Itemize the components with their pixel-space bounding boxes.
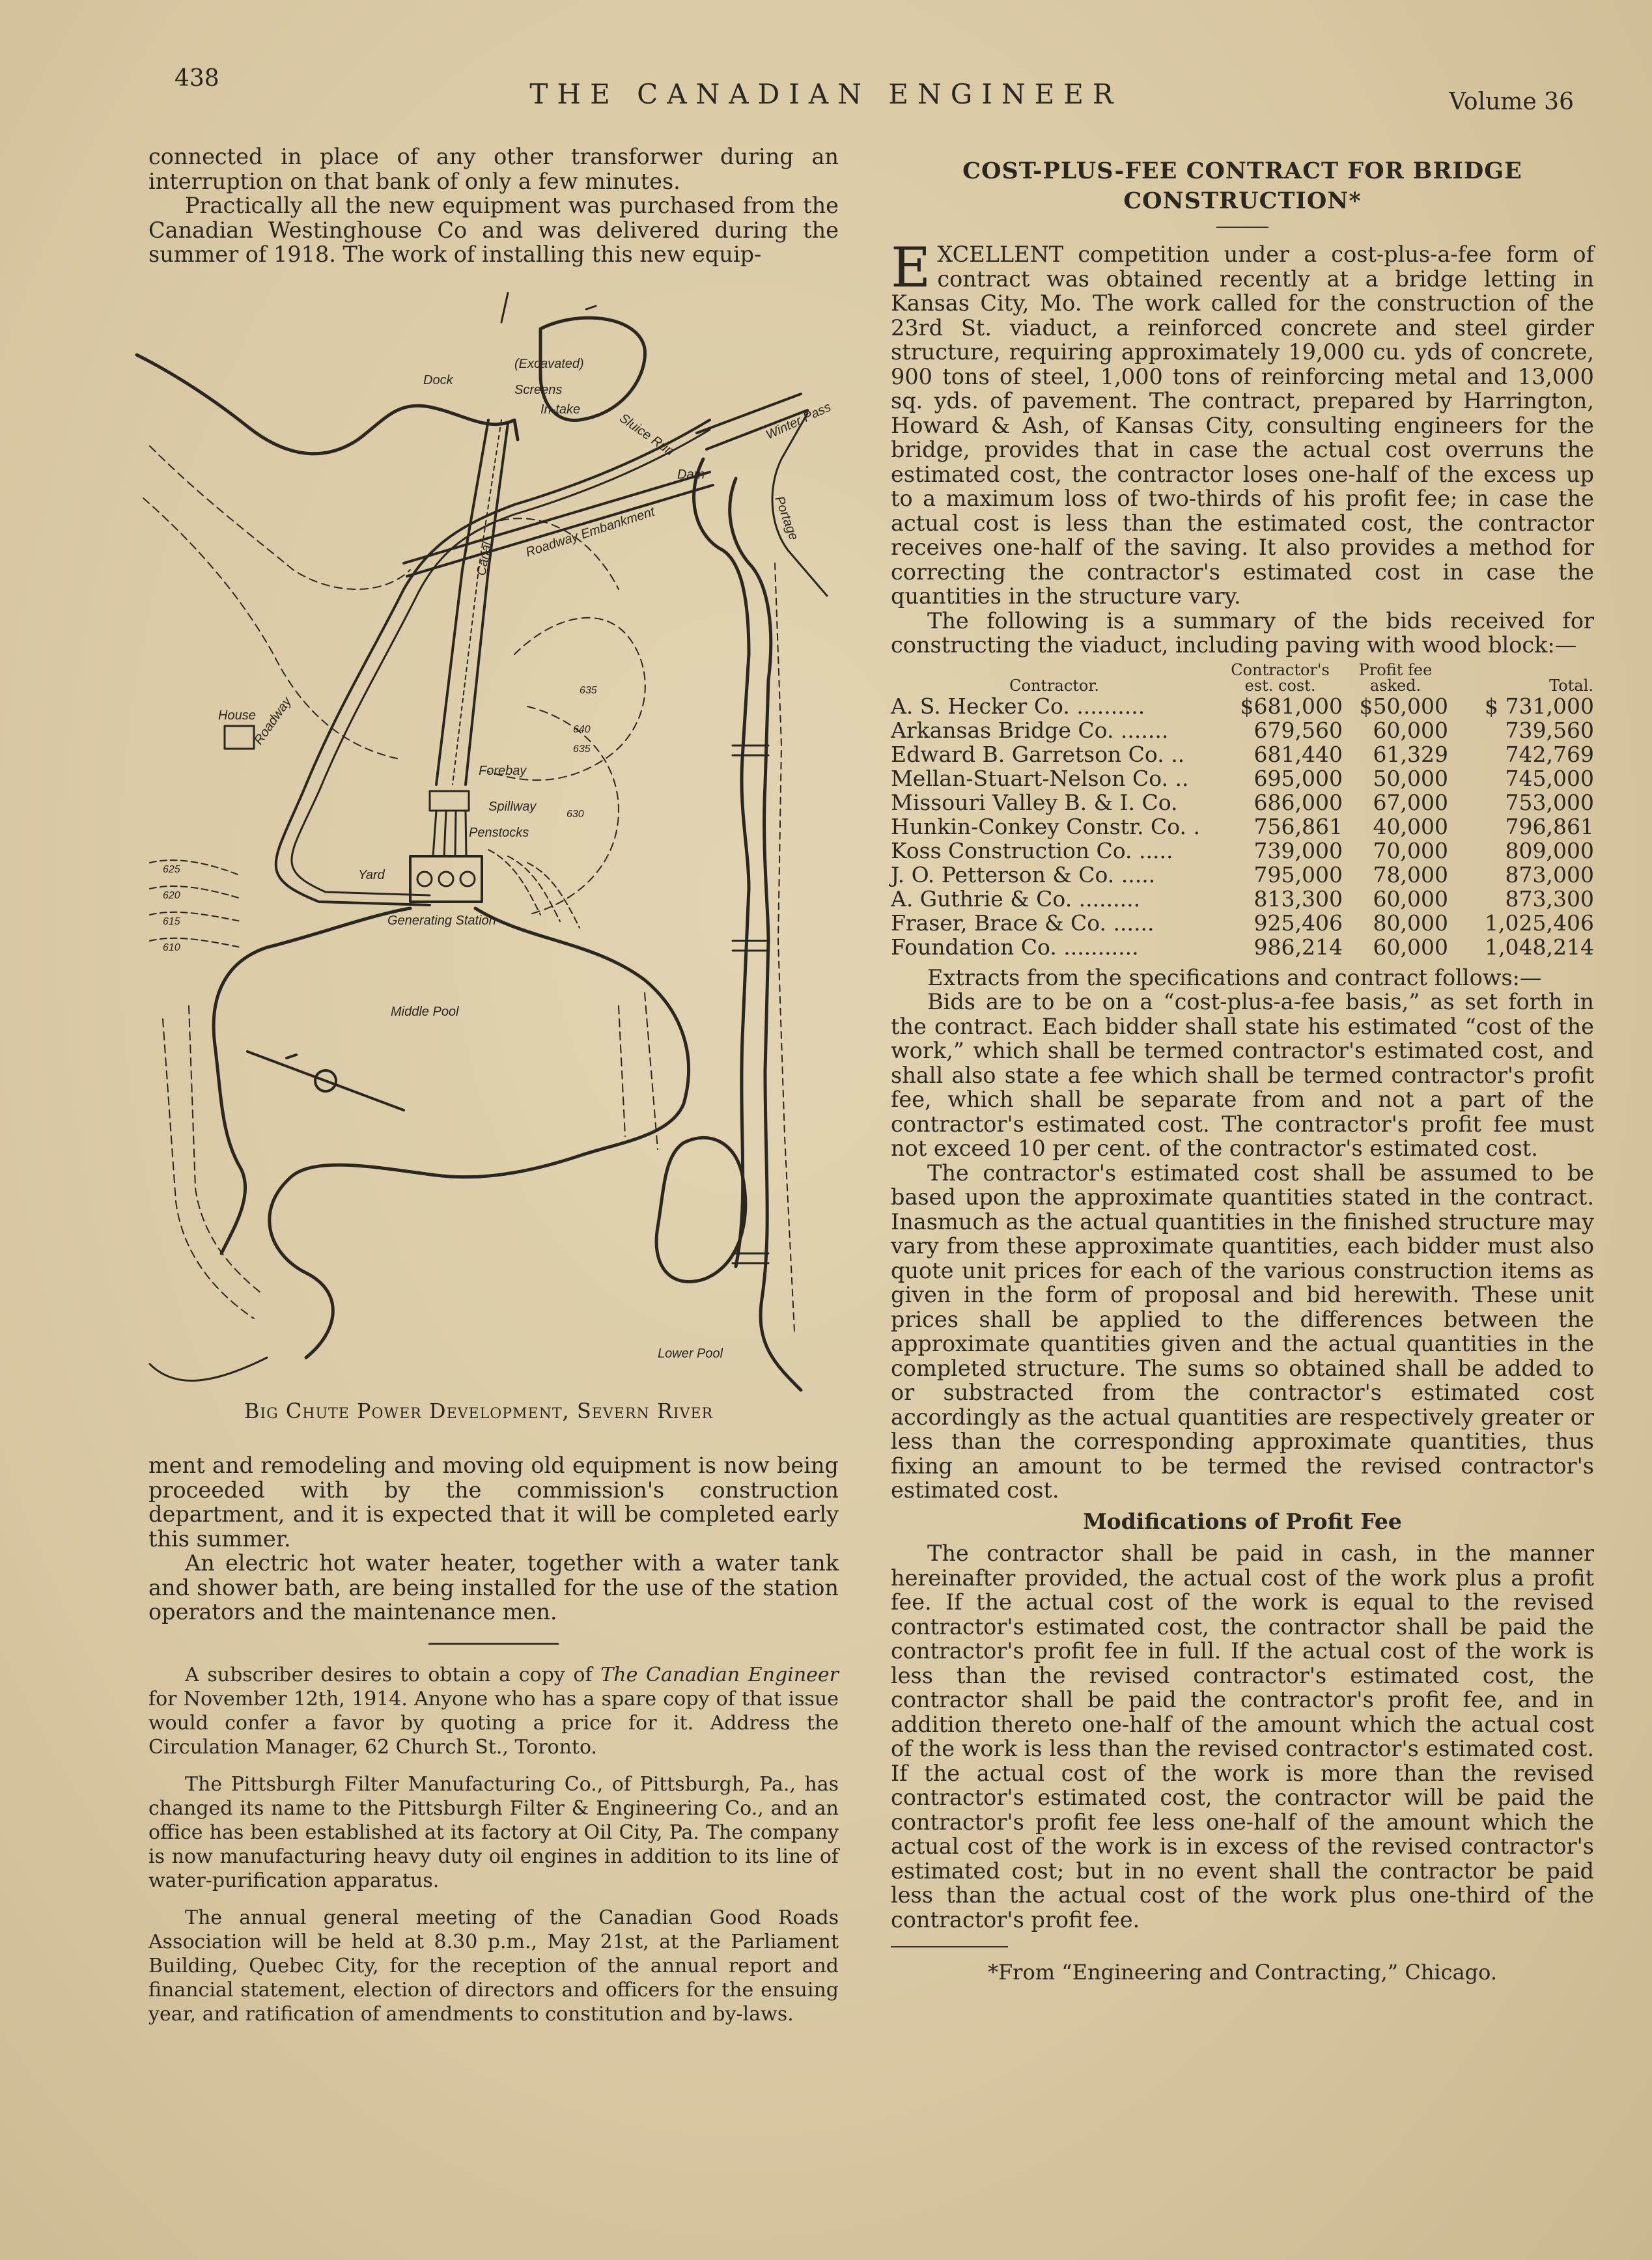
article-intro: EXCELLENT competition under a cost-plus-a-fee form of contract was obtained recently at a bridge letting in Kansas City, Mo. The work called for the construction of the 23rd St. viaduct, a reinforced concrete and steel girder structure, requiring approximately 19,000 cu. yds of concrete, 900 tons of steel, 1,000 tons of reinforcing metal and 13,000 sq. yds. of pavement. The contract, prepared by Harrington, Howard & Ash, of Kansas City, consulting engineers for the bridge, provides that in case the actual cost overruns the estimated cost, the contractor loses one-half of the excess up to a maximum loss of two-thirds of his profit fee; in case the actual cost is less than the estimated cost, the contractor receives one-half of the saving. It also provides a method for correcting the contractor's estimated cost in case the quantities in the structure vary. [891, 236, 1594, 609]
column-header: Contractor's est. cost. [1231, 660, 1330, 695]
figure-caption: Big Chute Power Development, Severn River [244, 1399, 714, 1423]
map-label: Roadway Embankment [524, 504, 657, 560]
contour-label: 610 [163, 942, 180, 953]
table-row: Missouri Valley B. & I. Co. 686,000 67,000 753,000 [891, 789, 1594, 815]
map-label: Roadway [251, 694, 294, 747]
drop-cap: E [891, 236, 931, 300]
map-label: Lower Pool [658, 1346, 723, 1361]
table-row: Fraser, Brace & Co. ...... 925,406 80,000 1,025,406 [891, 910, 1594, 936]
forebay [430, 791, 469, 811]
north-tick [501, 293, 508, 322]
table-header-row [891, 662, 1594, 694]
paragraph: The contractor's estimated cost shall be assumed to be based upon the approximate quantities stated in the contract. Inasmuch as the actual quantities in the finished structure may vary from these approximate quantities, each bidder must also quote unit prices for each of the various construction items as given in the form of proposal and bid herewith. These unit prices shall be applied to the differences between the approximate quantities given and the actual quantities in the completed structure. The sums so obtained shall be added to or substracted from the contractor's estimated cost accordingly as the actual quantities are respectively greater or less than the corresponding approximate quantities, thus fixing an amount to be termed the revised contractor's estimated cost. [891, 1160, 1594, 1503]
title-divider [1216, 227, 1268, 228]
section-divider [428, 1643, 559, 1645]
contour-label: 630 [567, 809, 584, 820]
map-label: Dock [423, 373, 453, 387]
table-row: Edward B. Garretson Co. .. 681,440 61,329 742,769 [891, 741, 1594, 767]
contour-label: 620 [163, 890, 180, 901]
table-row: A. Guthrie & Co. ......... 813,300 60,000 873,300 [891, 886, 1594, 912]
map-label: Screens [514, 383, 563, 397]
column-header: Total. [1549, 676, 1593, 695]
paragraph: Extracts from the specifications and contract follows:— [927, 964, 1542, 990]
contour-label: 615 [163, 916, 180, 927]
map-label: Portage [772, 494, 801, 542]
paragraph: The contractor shall be paid in cash, in the manner hereinafter provided, the actual cost of the work plus a profit fee. If the actual cost of the work is equal to the revised contractor's estimated cost, the contractor shall be paid the contractor's profit fee in full. If the actual cost of the work is less than the revised contractor's estimated cost, the contractor shall be paid the contractor's profit fee, and in addition thereto one-half of the amount which the actual cost of the work is less than the revised contractor's estimated cost. If the actual cost of the work is more than the revised contractor's estimated cost, the contractor will be paid the contractor's profit fee less one-half of the amount which the actual cost of the work is in excess of the revised contractor's estimated cost; but in no event shall the contractor be paid less than the actual cost of the work plus one-third of the contractor's profit fee. [891, 1541, 1594, 1932]
contour-label: 635 [580, 685, 597, 696]
bids-table [891, 662, 1594, 959]
house [225, 726, 254, 749]
paragraph: Practically all the new equipment was purchased from the Canadian Westinghouse Co and was delivered during the summer of 1918. The work of installing this new equip- [148, 193, 839, 267]
table-row: Koss Construction Co. ..... 739,000 70,000 809,000 [891, 837, 1594, 863]
paragraph: connected in place of any other transforwer during an interruption on that bank of only a few minutes. [148, 144, 839, 194]
big-chute-map [124, 290, 833, 1397]
map-label: Sluice Run [617, 411, 677, 459]
contour-label: 640 [573, 724, 591, 735]
journal-title: THE CANADIAN ENGINEER [529, 78, 1123, 110]
table-row: Arkansas Bridge Co. ....... 679,560 60,000 739,560 [891, 717, 1594, 743]
map-label: Spillway [488, 800, 537, 814]
paragraph: The following is a summary of the bids received for constructing the viaduct, including paving with wood block:— [891, 607, 1594, 658]
map-label: (Excavated) [514, 357, 584, 371]
contour-label: 625 [163, 864, 180, 875]
footnote: *From “Engineering and Contracting,” Chicago. [987, 1960, 1498, 1985]
footnote-divider [891, 1946, 1008, 1947]
left-column-top [148, 145, 839, 267]
page-number: 438 [175, 65, 219, 92]
paragraph: ment and remodeling and moving old equipment is now being proceeded with by the commission's construction department, and it is expected that it will be completed early this summer. [148, 1453, 839, 1552]
paragraph: An electric hot water heater, together with a water tank and shower bath, are being installed for the use of the station operators and the maintenance men. [148, 1550, 839, 1625]
column-header: Profit fee asked. [1358, 660, 1433, 695]
notice-paragraph: The Pittsburgh Filter Manufacturing Co., of Pittsburgh, Pa., has changed its name to the Pittsburgh Filter & Engineering Co., and an office has been established at its factory at Oil City, Pa. The company is now manufacturing heavy duty oil engines in addition to its line of water-purification apparatus. [148, 1772, 839, 1892]
left-column-bottom [148, 1453, 839, 2026]
table-row: Foundation Co. ........... 986,214 60,000 1,048,214 [891, 934, 1594, 960]
map-label: Generating Station [387, 914, 496, 928]
notice-paragraph: A subscriber desires to obtain a copy of The Canadian Engineer for November 12th, 1914. Anyone who has a spare copy of that issue would confer a favor by quoting a price for it. Address the Circulation Manager, 62 Church St., Toronto. [148, 1663, 839, 1759]
article-column [891, 156, 1594, 1985]
map-label: Dam [677, 467, 705, 482]
paragraph: Bids are to be on a “cost-plus-a-fee basis,” as set forth in the contract. Each bidder shall state his estimated “cost of the work,” which shall be termed contractor's estimated cost, and shall also state a fee which shall be termed contractor's profit fee, which shall be separate from and not a part of the contractor's estimated cost. The contractor's profit fee must not exceed 10 per cent. of the contractor's estimated cost. [891, 989, 1594, 1161]
column-header: Contractor. [1009, 676, 1099, 695]
map-label: Winter Pass [763, 400, 833, 443]
map-label: House [218, 708, 256, 723]
table-row: J. O. Petterson & Co. ..... 795,000 78,000 873,000 [891, 861, 1594, 887]
map-label: Penstocks [469, 826, 529, 840]
contour-label: 635 [573, 744, 591, 755]
map-label: Middle Pool [391, 1005, 459, 1019]
section-subheading: Modifications of Profit Fee [1083, 1508, 1402, 1534]
map-label: Canal [474, 540, 494, 577]
map-label: In-take [540, 402, 581, 417]
table-row: Hunkin-Conkey Constr. Co. . 756,861 40,000 796,861 [891, 813, 1594, 839]
notice-paragraph: The annual general meeting of the Canadian Good Roads Association will be held at 8.30 p.m., May 21st, at the Parliament Building, Quebec City, for the reception of the annual report and financial statement, election of directors and officers for the ensuing year, and ratification of amendments to constitution and by-laws. [148, 1906, 839, 2026]
map-label: Yard [358, 868, 385, 882]
article-title: COST-PLUS-FEE CONTRACT FOR BRIDGE CONSTRUCTION* [962, 158, 1522, 214]
map-label: Forebay [479, 764, 527, 778]
table-row: Mellan-Stuart-Nelson Co. .. 695,000 50,000 745,000 [891, 765, 1594, 791]
volume-label: Volume 36 [1449, 89, 1574, 115]
table-row: A. S. Hecker Co. .......... $681,000 $50,000 $ 731,000 [891, 693, 1594, 719]
